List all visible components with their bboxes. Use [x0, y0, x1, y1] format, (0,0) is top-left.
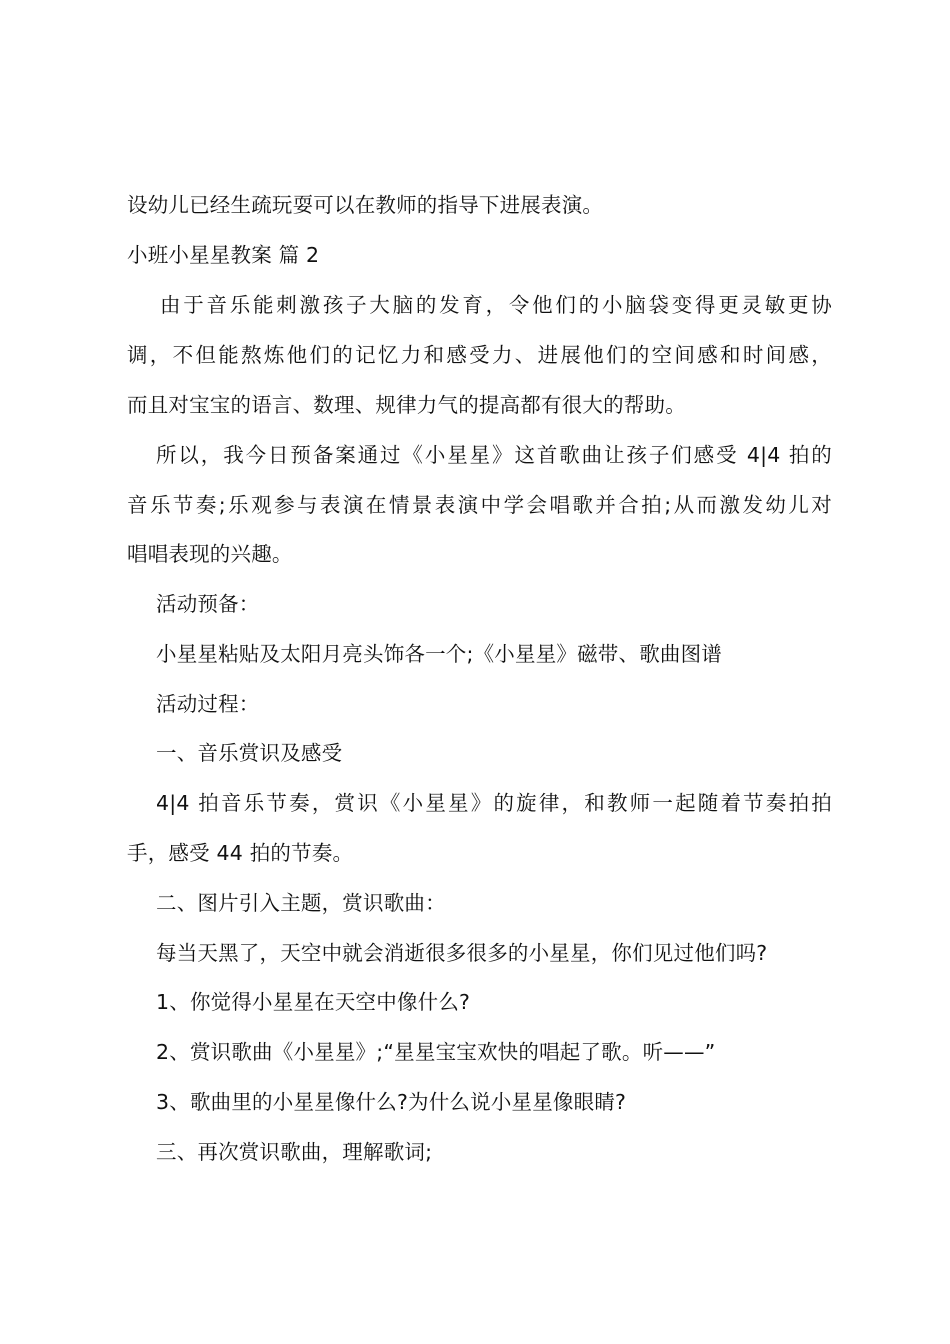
text-line-7: 音乐节奏;乐观参与表演在情景表演中学会唱歌并合拍;从而激发幼儿对	[127, 493, 832, 517]
text-line-16: 每当天黑了，天空中就会消逝很多很多的小星星，你们见过他们吗?	[156, 941, 768, 965]
text-line-18: 2、赏识歌曲《小星星》;“星星宝宝欢快的唱起了歌。听——”	[156, 1040, 716, 1064]
text-line-19: 3、歌曲里的小星星像什么?为什么说小星星像眼睛?	[156, 1090, 627, 1114]
text-line-15: 二、图片引入主题，赏识歌曲：	[156, 891, 446, 915]
text-line-6: 所以，我今日预备案通过《小星星》这首歌曲让孩子们感受 4|4 拍的	[156, 443, 832, 467]
text-line-5: 而且对宝宝的语言、数理、规律力气的提高都有很大的帮助。	[127, 393, 686, 417]
text-line-1: 设幼儿已经生疏玩耍可以在教师的指导下进展表演。	[127, 193, 604, 217]
text-line-17: 1、你觉得小星星在天空中像什么?	[156, 990, 471, 1014]
text-line-14: 手，感受 44 拍的节奏。	[127, 841, 354, 865]
text-line-20: 三、再次赏识歌曲，理解歌词;	[156, 1140, 433, 1164]
text-line-10: 小星星粘贴及太阳月亮头饰各一个;《小星星》磁带、歌曲图谱	[156, 642, 723, 666]
text-line-13: 4|4 拍音乐节奏，赏识《小星星》的旋律，和教师一起随着节奏拍拍	[156, 791, 832, 815]
section-heading: 小班小星星教案 篇 2	[127, 243, 320, 267]
text-line-11: 活动过程：	[156, 692, 260, 716]
text-line-8: 唱唱表现的兴趣。	[127, 542, 293, 566]
text-line-12: 一、音乐赏识及感受	[156, 741, 343, 765]
text-line-3: 由于音乐能刺激孩子大脑的发育，令他们的小脑袋变得更灵敏更协	[160, 293, 832, 317]
text-line-9: 活动预备：	[156, 592, 260, 616]
text-line-4: 调，不但能熬炼他们的记忆力和感受力、进展他们的空间感和时间感，	[127, 343, 832, 367]
